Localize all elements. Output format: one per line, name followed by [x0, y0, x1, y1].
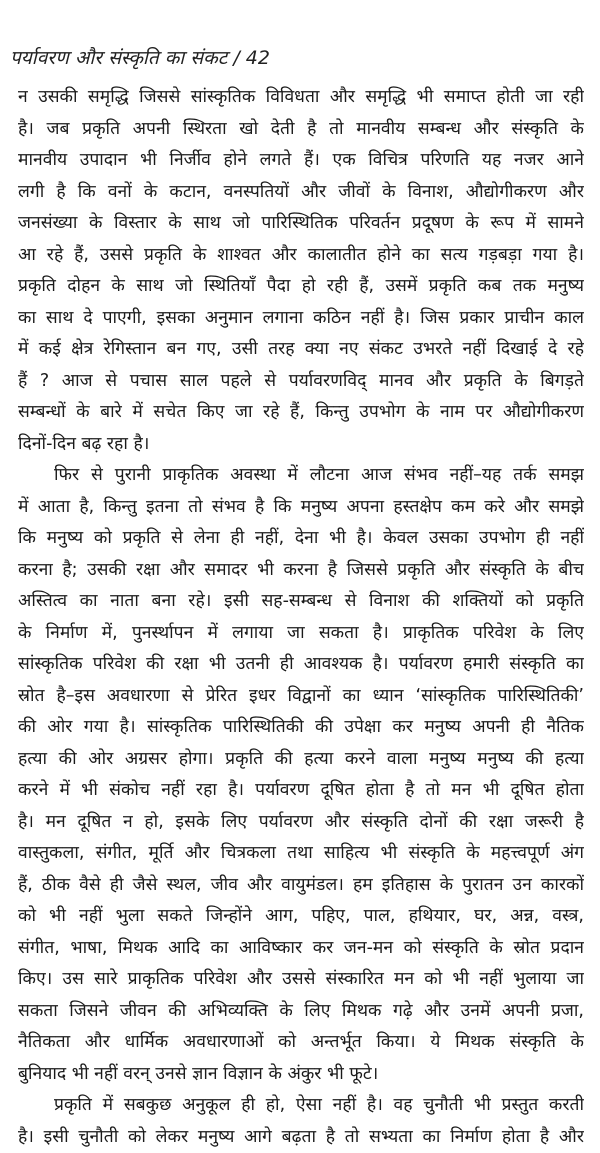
text-line: सांस्कृतिक परिवेश की रक्षा भी उतनी ही आवश्यक है। पर्यावरण हमारी संस्कृति का: [18, 649, 584, 681]
text-line: जनसंख्या के विस्तार के साथ जो पारिस्थितिक परिवर्तन प्रदूषण के रूप में सामने: [18, 208, 584, 240]
text-line: अस्तित्व का नाता बना रहे। इसी सह-सम्बन्ध से विनाश की शक्तियों को प्रकृति: [18, 586, 584, 618]
text-line: के निर्माण में, पुनर्स्थापन में लगाया जा सकता है। प्राकृतिक परिवेश के लिए: [18, 618, 584, 650]
text-line: लगी है कि वनों के कटान, वनस्पतियों और जीवों के विनाश, औद्योगीकरण और: [18, 177, 584, 209]
text-line: नैतिकता और धार्मिक अवधारणाओं को अन्तर्भूत किया। ये मिथक संस्कृति के: [18, 1027, 584, 1059]
text-line: स्रोत है–इस अवधारणा से प्रेरित इधर विद्वानों का ध्यान ‘सांस्कृतिक पारिस्थितिकी’: [18, 681, 584, 713]
text-line: का साथ दे पाएगी, इसका अनुमान लगाना कठिन नहीं है। जिस प्रकार प्राचीन काल: [18, 303, 584, 335]
text-line: बुनियाद भी नहीं वरन् उनसे ज्ञान विज्ञान के अंकुर भी फूटे।: [18, 1059, 584, 1091]
header-separator: /: [233, 47, 239, 69]
text-line: हत्या की ओर अग्रसर होगा। प्रकृति की हत्या करने वाला मनुष्य मनुष्य की हत्या: [18, 744, 584, 776]
text-line: सम्बन्धों के बारे में सचेत किए जा रहे हैं, किन्तु उपभोग के नाम पर औद्योगीकरण: [18, 397, 584, 429]
body-text: [18, 82, 584, 1153]
text-line: प्रकृति दोहन के साथ जो स्थितियाँ पैदा हो रही हैं, उसमें प्रकृति कब तक मनुष्य: [18, 271, 584, 303]
text-line: न उसकी समृद्धि जिससे सांस्कृतिक विविधता और समृद्धि भी समाप्त होती जा रही: [18, 82, 584, 114]
text-line: प्रकृति में सबकुछ अनुकूल ही हो, ऐसा नहीं है। वह चुनौती भी प्रस्तुत करती: [18, 1090, 584, 1122]
text-line: हैं ? आज से पचास साल पहले से पर्यावरणविद् मानव और प्रकृति के बिगड़ते: [18, 366, 584, 398]
header-title: पर्यावरण और संस्कृति का संकट: [10, 47, 227, 69]
running-header: [10, 44, 270, 70]
text-line: है। इसी चुनौती को लेकर मनुष्य आगे बढ़ता है तो सभ्यता का निर्माण होता है और: [18, 1122, 584, 1153]
text-line: किए। उस सारे प्राकृतिक परिवेश और उससे संस्कारित मन को भी नहीं भुलाया जा: [18, 964, 584, 996]
text-line: फिर से पुरानी प्राकृतिक अवस्था में लौटना आज संभव नहीं–यह तर्क समझ: [18, 460, 584, 492]
text-line: कि मनुष्य को प्रकृति से लेना ही नहीं, देना भी है। केवल उसका उपभोग ही नहीं: [18, 523, 584, 555]
text-line: दिनों-दिन बढ़ रहा है।: [18, 429, 584, 461]
text-line: करना है; उसकी रक्षा और समादर भी करना है जिससे प्रकृति और संस्कृति के बीच: [18, 555, 584, 587]
text-line: सकता जिसने जीवन की अभिव्यक्ति के लिए मिथक गढ़े और उनमें अपनी प्रजा,: [18, 996, 584, 1028]
text-line: को भी नहीं भुला सकते जिन्होंने आग, पहिए, पाल, हथियार, घर, अन्न, वस्त्र,: [18, 901, 584, 933]
text-line: करने में भी संकोच नहीं रहा है। पर्यावरण दूषित होता है तो मन भी दूषित होता: [18, 775, 584, 807]
text-line: मानवीय उपादान भी निर्जीव होने लगते हैं। एक विचित्र परिणति यह नजर आने: [18, 145, 584, 177]
text-line: वास्तुकला, संगीत, मूर्ति और चित्रकला तथा साहित्य भी संस्कृति के महत्त्वपूर्ण अंग: [18, 838, 584, 870]
text-line: संगीत, भाषा, मिथक आदि का आविष्कार कर जन-मन को संस्कृति के स्रोत प्रदान: [18, 933, 584, 965]
text-line: में कई क्षेत्र रेगिस्तान बन गए, उसी तरह क्या नए संकट उभरते नहीं दिखाई दे रहे: [18, 334, 584, 366]
text-line: में आता है, किन्तु इतना तो संभव है कि मनुष्य अपना हस्तक्षेप कम करे और समझे: [18, 492, 584, 524]
text-line: हैं, ठीक वैसे ही जैसे स्थल, जीव और वायुमंडल। हम इतिहास के पुरातन उन कारकों: [18, 870, 584, 902]
text-line: है। मन दूषित न हो, इसके लिए पर्यावरण और संस्कृति दोनों की रक्षा जरूरी है: [18, 807, 584, 839]
page-number: 42: [246, 47, 270, 69]
text-line: है। जब प्रकृति अपनी स्थिरता खो देती है तो मानवीय सम्बन्ध और संस्कृति के: [18, 114, 584, 146]
text-line: की ओर गया है। सांस्कृतिक पारिस्थितिकी की उपेक्षा कर मनुष्य अपनी ही नैतिक: [18, 712, 584, 744]
text-line: आ रहे हैं, उससे प्रकृति के शाश्वत और कालातीत होने का सत्य गड़बड़ा गया है।: [18, 240, 584, 272]
